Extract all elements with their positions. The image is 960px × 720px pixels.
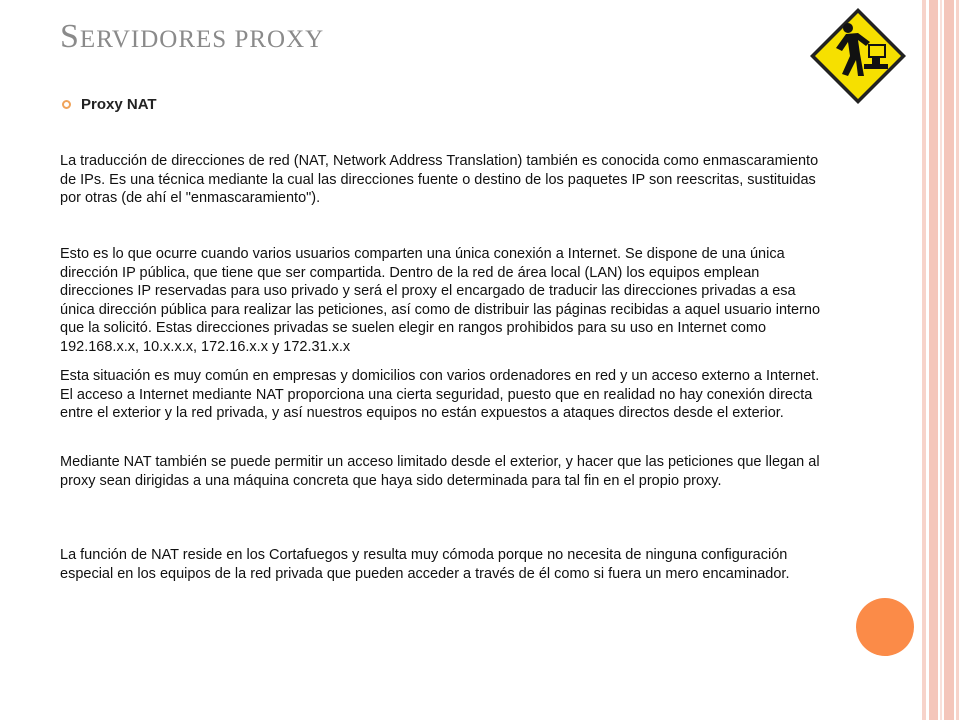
slide-title: [60, 18, 324, 56]
paragraph-3: Esta situación es muy común en empresas y domicilios con varios ordenadores en red y un acceso externo a Internet. El acceso a Internet mediante NAT proporciona una cierta seguridad, puesto que en realidad no hay conexión directa entre el exterior y la red privada, y así nuestros equipos no están expuestos a ataques directos desde el exterior.: [60, 368, 820, 421]
bullet-item: [62, 96, 157, 113]
construction-worker-sign-icon: [806, 4, 910, 108]
decorative-orange-circle: [856, 598, 914, 656]
circle-bullet-icon: [62, 100, 71, 109]
slide-title-rest: ERVIDORES PROXY: [79, 26, 325, 53]
paragraph-4: Mediante NAT también se puede permitir un acceso limitado desde el exterior, y hacer que las peticiones que llegan al proxy sean dirigidas a una máquina concreta que haya sido determinada para tal fin en el propio proxy.: [60, 454, 820, 489]
paragraph-5: La función de NAT reside en los Cortafuegos y resulta muy cómoda porque no necesita de ninguna configuración especial en los equipos de la red privada que pueden acceder a través de él como si fuera un mero encaminador.: [60, 547, 790, 582]
slide-title-initial: S: [60, 18, 80, 55]
paragraph-1: La traducción de direcciones de red (NAT, Network Address Translation) también es conocida como enmascaramiento de IPs. Es una técnica mediante la cual las direcciones fuente o destino de los paquetes IP son reescritas, sustituidas por otras (de ahí el "enmascaramiento").: [60, 153, 819, 206]
paragraph-2: Esto es lo que ocurre cuando varios usuarios comparten una única conexión a Internet. Se dispone de una única dirección IP pública, que tiene que ser compartida. Dentro de la red de área local (LAN) los equipos emplean direcciones IP reservadas para uso privado y será el proxy el encargado de traducir las direcciones privadas a esa única dirección pública para realizar las peticiones, así como de distribuir las páginas recibidas a aquel usuario interno que la solicitó. Estas direcciones privadas se suelen elegir en rangos prohibidos para su uso en Internet como 192.168.x.x, 10.x.x.x, 172.16.x.x y 172.31.x.x: [60, 246, 821, 355]
decorative-stripes: [920, 0, 960, 720]
bullet-label: Proxy NAT: [81, 96, 157, 113]
